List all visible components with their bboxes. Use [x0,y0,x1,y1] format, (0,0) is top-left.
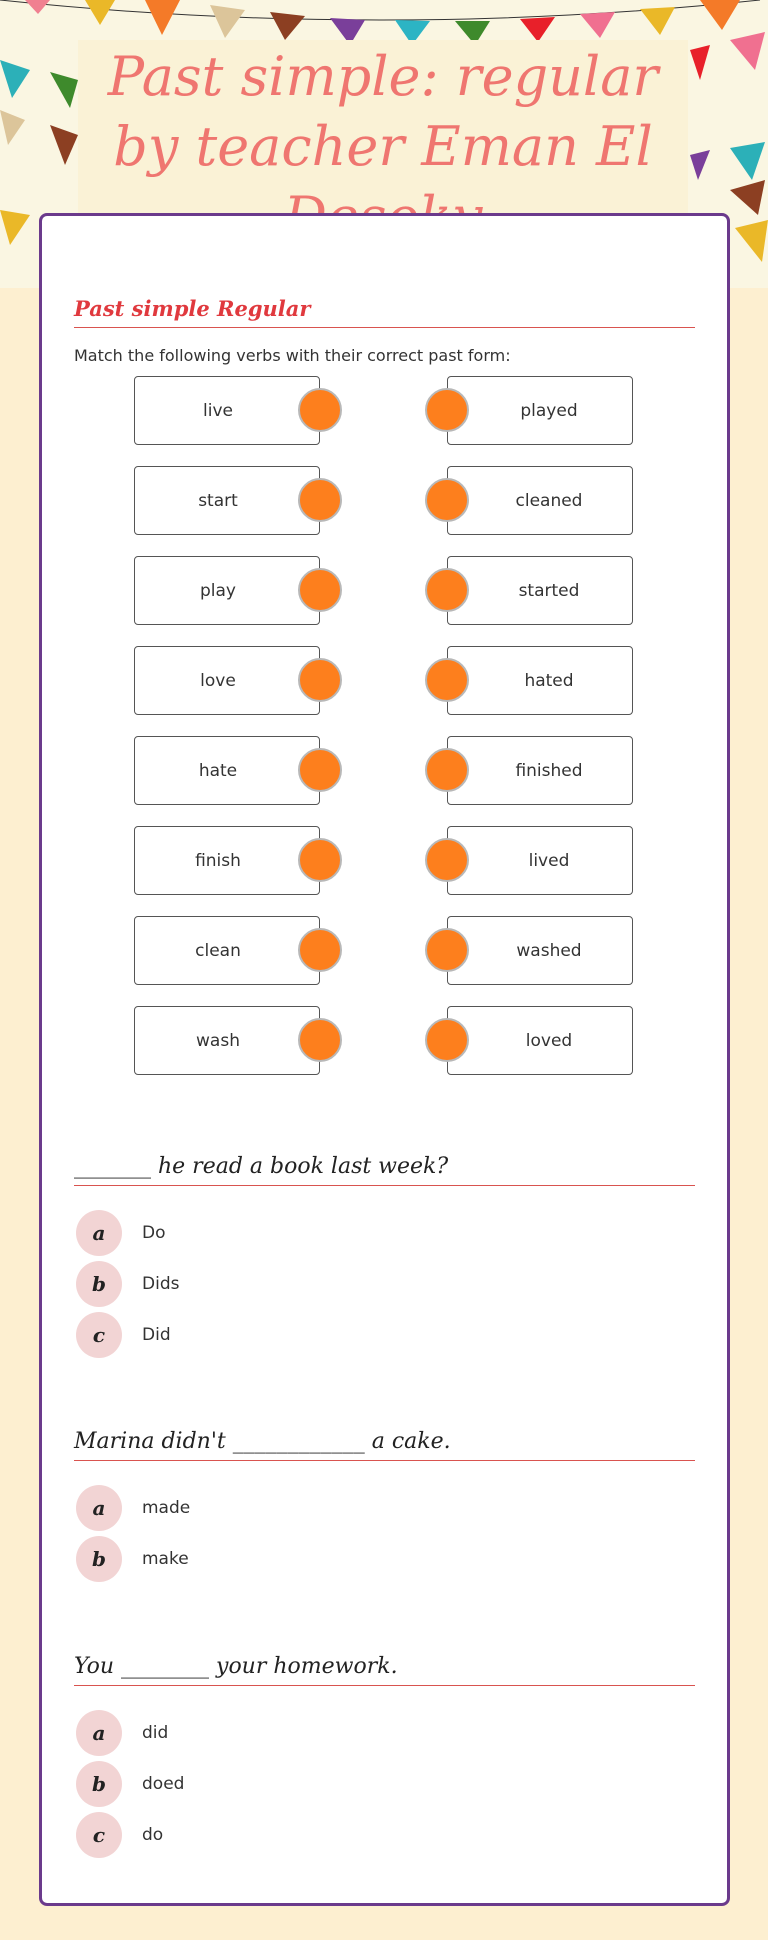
verb-label: love [200,670,236,691]
page-title: Past simple: regular by teacher Eman El [107,45,659,178]
option-text: made [142,1498,191,1518]
match-item-right[interactable] [447,826,633,895]
option-letter-badge: a [76,1710,122,1756]
match-item-right[interactable] [447,376,633,445]
option-letter-badge: c [76,1812,122,1858]
connector-dot-right[interactable] [425,838,469,882]
match-item-left[interactable] [134,736,320,805]
option-text: did [142,1723,169,1743]
connector-dot-left[interactable] [298,478,342,522]
connector-dot-right[interactable] [425,388,469,432]
past-form-label: loved [525,1030,573,1051]
past-form-label: cleaned [515,490,583,511]
option-letter-badge: b [76,1261,122,1307]
connector-dot-left[interactable] [298,748,342,792]
option-letter-badge: c [76,1312,122,1358]
past-form-label: lived [528,850,570,871]
question-title: _______ he read a book last week? [74,1154,695,1186]
verb-label: live [203,400,233,421]
connector-dot-left[interactable] [298,928,342,972]
connector-dot-right[interactable] [425,928,469,972]
verb-label: clean [195,940,241,961]
option-text: doed [142,1774,185,1794]
match-item-right[interactable] [447,466,633,535]
answer-option[interactable] [74,1485,190,1531]
section-title: Past simple Regular [74,296,695,328]
past-form-label: started [518,580,580,601]
connector-dot-left[interactable] [298,658,342,702]
connector-dot-left[interactable] [298,1018,342,1062]
option-text: Dids [142,1274,180,1294]
match-item-right[interactable] [447,646,633,715]
match-item-left[interactable] [134,556,320,625]
answer-option[interactable] [74,1536,189,1582]
verb-label: start [198,490,238,511]
option-text: Do [142,1223,166,1243]
question-title: Marina didn't ____________ a cake. [74,1429,695,1461]
option-letter-badge: a [76,1485,122,1531]
option-text: do [142,1825,164,1845]
past-form-label: finished [515,760,583,781]
answer-option[interactable] [74,1261,179,1307]
answer-option[interactable] [74,1812,163,1858]
match-item-right[interactable] [447,736,633,805]
verb-label: finish [195,850,241,871]
match-item-left[interactable] [134,916,320,985]
answer-option[interactable] [74,1710,168,1756]
connector-dot-right[interactable] [425,748,469,792]
connector-dot-right[interactable] [425,568,469,612]
answer-option[interactable] [74,1312,171,1358]
verb-label: wash [196,1030,240,1051]
verb-label: hate [198,760,238,781]
connector-dot-right[interactable] [425,478,469,522]
option-letter-badge: b [76,1761,122,1807]
match-item-left[interactable] [134,466,320,535]
title-box [78,40,688,215]
instruction: Match the following verbs with their correct past form: [74,346,511,365]
match-item-right[interactable] [447,916,633,985]
connector-dot-left[interactable] [298,838,342,882]
match-item-right[interactable] [447,1006,633,1075]
match-item-left[interactable] [134,376,320,445]
option-letter-badge: b [76,1536,122,1582]
option-text: make [142,1549,189,1569]
past-form-label: washed [516,940,582,961]
connector-dot-right[interactable] [425,658,469,702]
connector-dot-left[interactable] [298,388,342,432]
match-item-left[interactable] [134,646,320,715]
option-letter-badge: a [76,1210,122,1256]
match-item-left[interactable] [134,1006,320,1075]
connector-dot-right[interactable] [425,1018,469,1062]
connector-dot-left[interactable] [298,568,342,612]
past-form-label: played [520,400,578,421]
question-title: You ________ your homework. [74,1654,695,1686]
option-text: Did [142,1325,171,1345]
match-item-left[interactable] [134,826,320,895]
match-item-right[interactable] [447,556,633,625]
verb-label: play [200,580,236,601]
past-form-label: hated [524,670,574,691]
answer-option[interactable] [74,1210,166,1256]
worksheet-card [39,213,730,1906]
answer-option[interactable] [74,1761,184,1807]
